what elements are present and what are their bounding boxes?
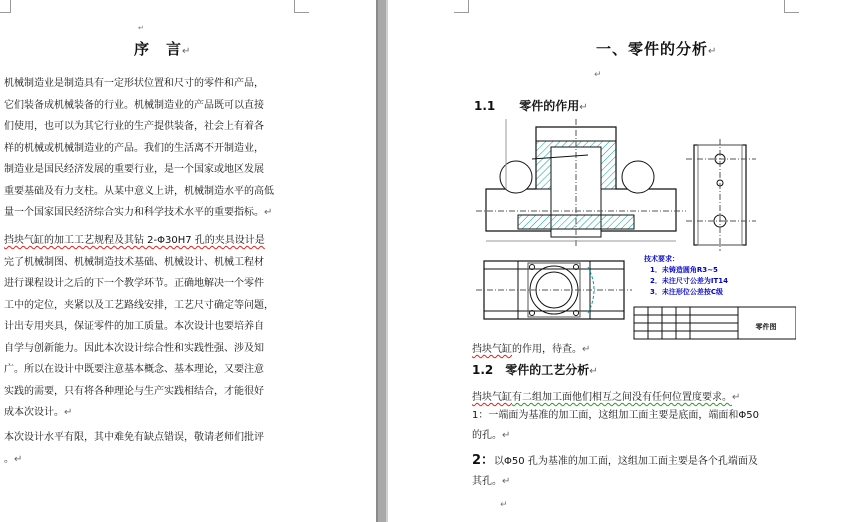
section-heading-1-2: 1.2 零件的工艺分析↵ xyxy=(472,363,598,377)
text-line: 实践的需要，只有将各种理论与生产实践相结合，才能很好 xyxy=(4,385,264,397)
svg-text:2．未注尺寸公差为IT14: 2．未注尺寸公差为IT14 xyxy=(650,277,728,285)
title-block xyxy=(634,307,796,339)
text-line: 广。所以在设计中既要注意基本概念、基本理论，又要注意 xyxy=(4,364,264,375)
preface-paragraph-1 xyxy=(4,73,274,224)
text-line: 进行课程设计之后的下一个教学环节。正确地解决一个零件 xyxy=(4,278,264,289)
analysis-line-3: 的孔。↵ xyxy=(472,430,511,441)
side-view xyxy=(686,139,756,251)
text-line: 重要基础及有力支柱。从某中意义上讲，机械制造水平的高低 xyxy=(4,185,274,197)
text-line: 量一个国家国民经济综合实力和科学技术水平的重要指标。↵ xyxy=(4,207,273,218)
technical-requirements xyxy=(643,254,728,296)
text-line: 计出专用夹具，保证零件的加工质量。本次设计也要培养自 xyxy=(4,321,264,332)
right-page xyxy=(388,0,842,522)
preface-paragraph-3 xyxy=(4,427,264,470)
front-view xyxy=(476,119,686,247)
svg-text:1．未铸造圆角R3~5: 1．未铸造圆角R3~5 xyxy=(650,266,718,274)
figure-caption: 挡块气缸的作用，待查。↵ xyxy=(472,344,591,355)
text-line: 制造业是国民经济发展的重要行业，是一个国家或地区发展 xyxy=(4,164,264,175)
text-line: 它们装备成机械装备的行业。机械制造业的产品既可以直接 xyxy=(4,99,264,111)
small-mark: ↵ xyxy=(138,24,144,32)
text-line: 样的机械或机械制造业的产品。我们的生活离不开制造业， xyxy=(4,142,264,154)
analysis-line-2: 1：一端面为基准的加工面，这组加工面主要是底面，端面和Φ50 xyxy=(472,410,759,421)
small-mark: ↵ xyxy=(594,70,602,80)
section-heading-1-1: 1.1 零件的作用↵ xyxy=(474,99,588,113)
text-line: 工中的定位，夹紧以及工艺路线安排，工艺尺寸确定等问题， xyxy=(4,299,274,311)
corner-mark xyxy=(0,0,11,13)
text-line: 本次设计水平有限，其中难免有缺点错误，敬请老师们批评 xyxy=(4,432,264,443)
text-line: 完了机械制图、机械制造技术基础、机械设计、机械工程材 xyxy=(4,256,264,268)
analysis-line-1: 挡块气缸有二组加工面他们相互之间没有任何位置度要求。↵ xyxy=(472,392,741,403)
text-line: 们使用，也可以为其它行业的生产提供装备，社会上有着各 xyxy=(4,121,264,132)
analysis-line-4: 2：以Φ50 孔为基准的加工面，这组加工面主要是各个孔端面及 xyxy=(472,453,758,468)
text-line: 自学与创新能力。因此本次设计综合性和实践性强、涉及知 xyxy=(4,342,264,354)
corner-mark xyxy=(294,0,309,13)
part-drawing xyxy=(476,119,796,341)
page-gutter-edge xyxy=(376,0,378,522)
analysis-line-5: 其孔。↵ xyxy=(472,476,511,487)
chapter-title: 一、零件的分析↵ xyxy=(596,40,718,58)
text-line: 。↵ xyxy=(4,453,23,465)
small-mark: ↵ xyxy=(500,500,508,510)
text-line: 成本次设计。↵ xyxy=(4,407,73,418)
text-line: 机械制造业是制造具有一定形状位置和尺寸的零件和产品， xyxy=(4,78,264,89)
svg-text:技术要求：: 技术要求： xyxy=(644,255,679,263)
corner-mark xyxy=(784,0,799,13)
preface-title: 序 言↵ xyxy=(134,40,192,58)
text-line: 挡块气缸的加工工艺规程及其钻 2-Φ30H7 孔的夹具设计是 xyxy=(4,235,265,246)
top-view xyxy=(476,261,632,319)
corner-mark xyxy=(454,0,469,13)
preface-paragraph-2 xyxy=(4,230,274,424)
svg-text:零件图: 零件图 xyxy=(755,323,777,331)
svg-text:3．未注形位公差按C级: 3．未注形位公差按C级 xyxy=(650,288,724,296)
left-page xyxy=(0,0,376,522)
